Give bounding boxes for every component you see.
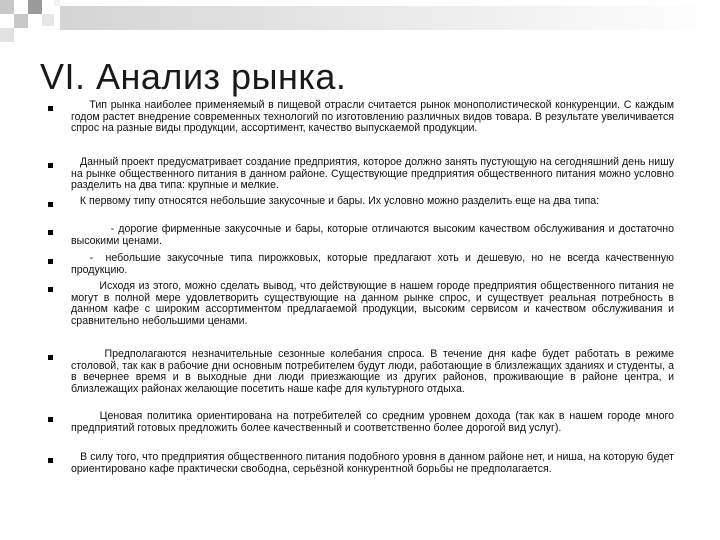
bullet-icon bbox=[48, 106, 53, 111]
slide-title: VI. Анализ рынка. bbox=[40, 56, 347, 97]
paragraph-text: К первому типу относятся небольшие закусочные и бары. Их условно можно разделить еще на два типа: bbox=[71, 195, 600, 207]
bullet-icon bbox=[48, 417, 53, 422]
bullet-icon bbox=[48, 202, 53, 207]
bullet-icon bbox=[48, 259, 53, 264]
paragraph-text: - небольшие закусочные типа пирожковых, которые предлагают хоть и дешевую, но не всегда качественную продукцию. bbox=[71, 252, 677, 276]
paragraph-text: Данный проект предусматривает создание предприятия, которое должно занять пустующую на сегодняшний день нишу на рынке общественного питания в данном районе. Существующие предприятия общественного питания можно условно разделить на два типа: крупные и мелкие. bbox=[71, 156, 677, 192]
paragraph-text: Ценовая политика ориентирована на потребителей со средним уровнем дохода (так как в нашем городе много предприятий готовых предложить более качественный и соответственно более дорогой вид услуг). bbox=[71, 410, 677, 434]
bullet-icon bbox=[48, 163, 53, 168]
paragraph-text: В силу того, что предприятия общественного питания подобного уровня в данном районе нет, и ниша, на которую будет ориентировано кафе практически свободна, серьёзной конкурентной борьбы не предполагается. bbox=[71, 451, 677, 475]
header-decoration bbox=[0, 0, 720, 48]
paragraph-text: Тип рынка наиболее применяемый в пищевой отрасли считается рынок монополистической конкуренции. С каждым годом растет внедрение современных технологий по изготовлению различных видов товара. В результате увеличивается спрос на разные виды продукции, ассортимент, качество выпускаемой продукции. bbox=[71, 99, 677, 135]
bullet-icon bbox=[48, 287, 53, 292]
bullet-icon bbox=[48, 458, 53, 463]
bullet-icon bbox=[48, 355, 53, 360]
bullet-icon bbox=[48, 230, 53, 235]
paragraph-text: Исходя из этого, можно сделать вывод, что действующие в нашем городе предприятия общественного питания не могут в полной мере удовлетворить существующие на данном рынке спрос, и существует реальная потребность в данном кафе с широким ассортиментом предлагаемой продукции, высоким сервисом и качеством обслуживания и сравнительно небольшими ценами. bbox=[71, 280, 677, 327]
paragraph-text: Предполагаются незначительные сезонные колебания спроса. В течение дня кафе будет работать в режиме столовой, так как в рабочие дни основным потребителем будут люди, работающие в близлежащих зданиях и студенты, а в вечернее время и в выходные дни люди приезжающие из других районов, проживающие в районе центра, и близлежащих районах желающие посетить наше кафе для культурного отдыха. bbox=[71, 348, 677, 395]
paragraph-text: - дорогие фирменные закусочные и бары, которые отличаются высоким качеством обслуживания и достаточно высокими ценами. bbox=[71, 223, 677, 247]
